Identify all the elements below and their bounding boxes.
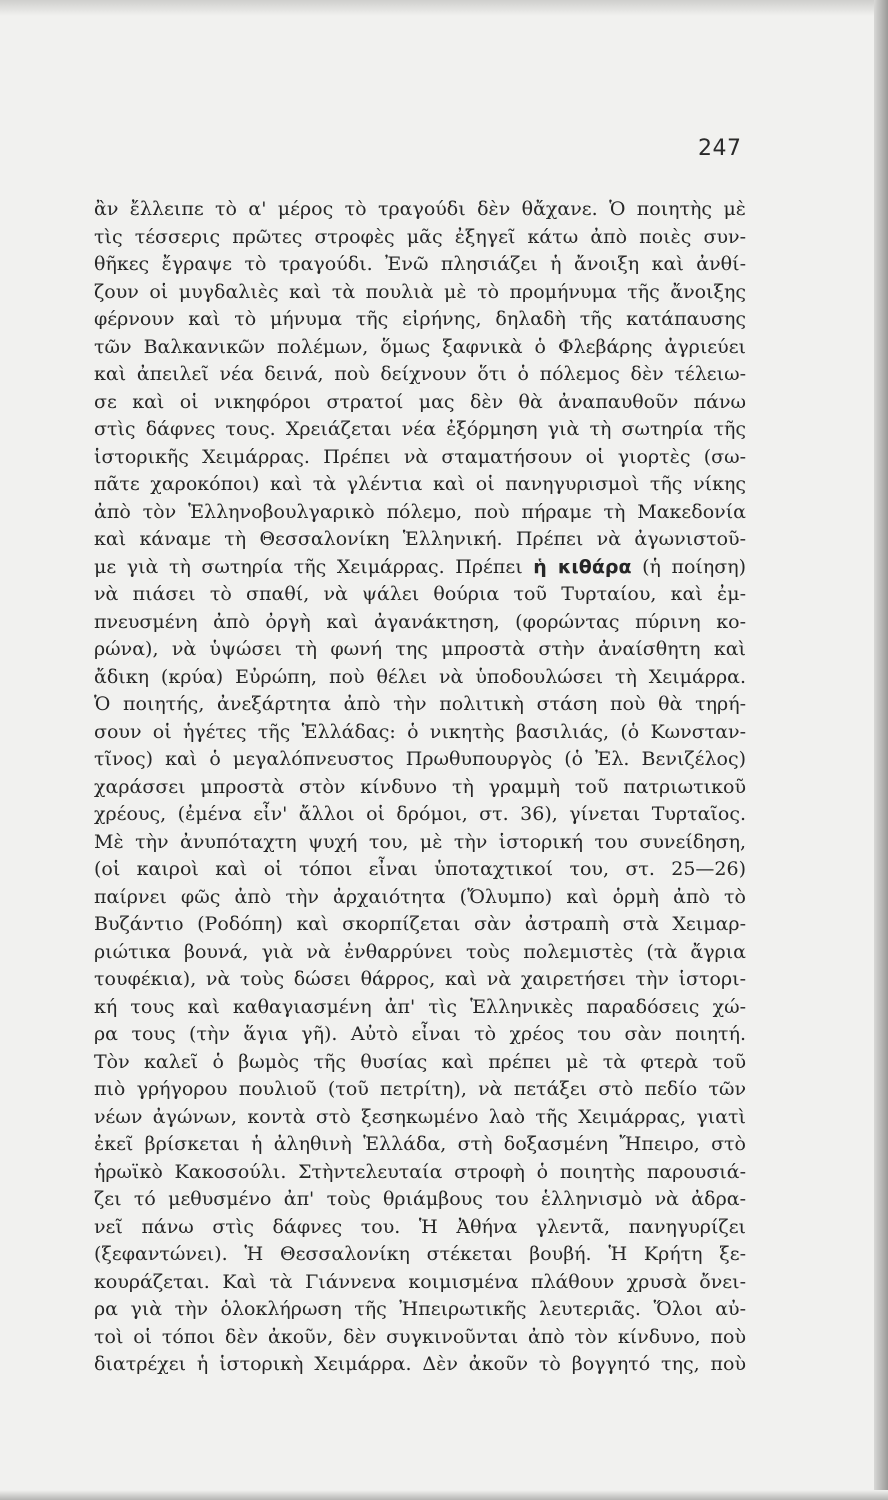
text-line: σουν οἱ ἡγέτες τῆς Ἑλλάδας: ὁ νικητὴς βασιλιάς, (ὁ Κωνσταν- [94,720,746,743]
page-bottom-shadow [0,1490,888,1500]
page-number: 247 [698,136,742,161]
text-line: ριώτικα βουνά, γιὰ νὰ ἐνθαρρύνει τοὺς πολεμιστὲς (τὰ ἄγρια [94,940,746,963]
text-line: χαράσσει μπροστὰ στὸν κίνδυνο τὴ γραμμὴ τοῦ πατριωτικοῦ [94,775,746,798]
text-line: ζει τό μεθυσμένο ἀπ' τοὺς θριάμβους του ἑλληνισμὸ νὰ ἀδρα- [94,1188,746,1210]
text-line: ἂν ἔλλειπε τὸ α' μέρος τὸ τραγούδι δὲν θἄχανε. Ὁ ποιητὴς μὲ [94,198,746,220]
text-line: τῶν Βαλκανικῶν πολέμων, ὅμως ξαφνικὰ ὁ Φλεβάρης ἀγριεύει [94,335,746,358]
text-segment: με γιὰ τὴ σωτηρία τῆς Χειμάρρας. Πρέπει [94,555,534,578]
text-line: τὶς τέσσερις πρῶτες στροφὲς μᾶς ἐξηγεῖ κάτω ἀπὸ ποιὲς συν- [94,225,746,248]
text-line: χρέους, (ἐμένα εἶν' ἄλλοι οἱ δρόμοι, στ. 36), γίνεται Τυρταῖος. [94,803,746,825]
text-line: νὰ πιάσει τὸ σπαθί, νὰ ψάλει θούρια τοῦ Τυρταίου, καὶ ἐμ- [94,583,746,605]
text-line: (οἱ καιροὶ καὶ οἱ τόποι εἶναι ὑποταχτικοί του, στ. 25—26) [94,858,746,880]
text-line: πνευσμένη ἀπὸ ὀργὴ καὶ ἀγανάκτηση, (φορώντας πύρινη κο- [94,610,746,633]
text-line: ἀπὸ τὸν Ἑλληνοβουλγαρικὸ πόλεμο, ποὺ πήραμε τὴ Μακεδονία [94,500,746,523]
text-line: Μὲ τὴν ἀνυπόταχτη ψυχή του, μὲ τὴν ἱστορική του συνείδηση, [94,830,746,853]
body-paragraph [94,196,746,1379]
text-line: σε καὶ οἱ νικηφόροι στρατοί μας δὲν θὰ ἀναπαυθοῦν πάνω [94,390,746,413]
text-line: (ξεφαντώνει). Ἡ Θεσσαλονίκη στέκεται βουβή. Ἡ Κρήτη ξε- [94,1243,746,1265]
page-top-shadow [0,0,888,16]
text-line: στὶς δάφνες τους. Χρειάζεται νέα ἐξόρμηση γιὰ τὴ σωτηρία τῆς [94,418,746,440]
text-line: ρα γιὰ τὴν ὁλοκλήρωση τῆς Ἠπειρωτικῆς λευτεριᾶς. Ὅλοι αὐ- [94,1298,746,1320]
page-right-edge [874,0,888,1500]
text-line: κή τους καὶ καθαγιασμένη ἀπ' τὶς Ἑλληνικὲς παραδόσεις χώ- [94,995,746,1018]
text-line: κουράζεται. Καὶ τὰ Γιάννενα κοιμισμένα πλάθουν χρυσὰ ὄνει- [94,1270,746,1293]
text-line: ἱστορικῆς Χειμάρρας. Πρέπει νὰ σταματήσουν οἱ γιορτὲς (σω- [94,445,746,468]
text-line: Βυζάντιο (Ροδόπη) καὶ σκορπίζεται σὰν ἀστραπὴ στὰ Χειμαρ- [94,913,746,935]
text-line: Τὸν καλεῖ ὁ βωμὸς τῆς θυσίας καὶ πρέπει μὲ τὰ φτερὰ τοῦ [94,1050,746,1073]
text-line-with-bold [94,554,746,582]
text-line: ρώνα), νὰ ὑψώσει τὴ φωνή της μπροστὰ στὴν ἀναίσθητη καὶ [94,638,746,660]
text-line: τῖνος) καὶ ὁ μεγαλόπνευστος Πρωθυπουργὸς (ὁ Ἐλ. Βενιζέλος) [94,748,746,770]
text-line: καὶ ἀπειλεῖ νέα δεινά, ποὺ δείχνουν ὅτι ὁ πόλεμος δὲν τέλειω- [94,363,746,385]
text-line: θῆκες ἔγραψε τὸ τραγούδι. Ἐνῶ πλησιάζει ἡ ἄνοιξη καὶ ἀνθί- [94,253,746,275]
text-line: τοὶ οἱ τόποι δὲν ἀκοῦν, δὲν συγκινοῦνται ἀπὸ τὸν κίνδυνο, ποὺ [94,1325,746,1348]
text-line: ἡρωϊκὸ Κακοσούλι. Στὴντελευταία στροφὴ ὁ ποιητὴς παρουσιά- [94,1160,746,1183]
text-line: ἐκεῖ βρίσκεται ἡ ἀληθινὴ Ἑλλάδα, στὴ δοξασμένη Ἤπειρο, στὸ [94,1133,746,1155]
text-line: νεῖ πάνω στὶς δάφνες του. Ἡ Ἀθήνα γλεντᾶ, πανηγυρίζει [94,1215,746,1238]
bold-phrase: ἡ κιθάρα [533,555,632,578]
text-line: φέρνουν καὶ τὸ μήνυμα τῆς εἰρήνης, δηλαδὴ τῆς κατάπαυσης [94,308,746,330]
text-line: Ὁ ποιητής, ἀνεξάρτητα ἀπὸ τὴν πολιτικὴ στάση ποὺ θὰ τηρή- [94,693,746,715]
text-line: ἄδικη (κρύα) Εὐρώπη, ποὺ θέλει νὰ ὑποδουλώσει τὴ Χειμάρρα. [94,665,746,688]
text-line: νέων ἀγώνων, κοντὰ στὸ ξεσηκωμένο λαὸ τῆς Χειμάρρας, γιατὶ [94,1105,746,1128]
text-segment: (ἡ ποίηση) [631,555,746,578]
text-line: παίρνει φῶς ἀπὸ τὴν ἀρχαιότητα (Ὄλυμπο) καὶ ὁρμὴ ἀπὸ τὸ [94,885,746,908]
text-line: διατρέχει ἡ ἱστορικὴ Χειμάρρα. Δὲν ἀκοῦν τὸ βογγητό της, ποὺ [94,1353,746,1375]
text-line: πᾶτε χαροκόποι) καὶ τὰ γλέντια καὶ οἱ πανηγυρισμοὶ τῆς νίκης [94,473,746,495]
text-line: τουφέκια), νὰ τοὺς δώσει θάρρος, καὶ νὰ χαιρετήσει τὴν ἱστορι- [94,968,746,990]
text-line: ρα τους (τὴν ἅγια γῆ). Αὐτὸ εἶναι τὸ χρέος του σὰν ποιητή. [94,1023,746,1045]
text-line: ζουν οἱ μυγδαλιὲς καὶ τὰ πουλιὰ μὲ τὸ προμήνυμα τῆς ἄνοιξης [94,280,746,303]
text-line: πιὸ γρήγορου πουλιοῦ (τοῦ πετρίτη), νὰ πετάξει στὸ πεδίο τῶν [94,1078,746,1100]
text-line: καὶ κάναμε τὴ Θεσσαλονίκη Ἑλληνική. Πρέπει νὰ ἀγωνιστοῦ- [94,528,746,550]
